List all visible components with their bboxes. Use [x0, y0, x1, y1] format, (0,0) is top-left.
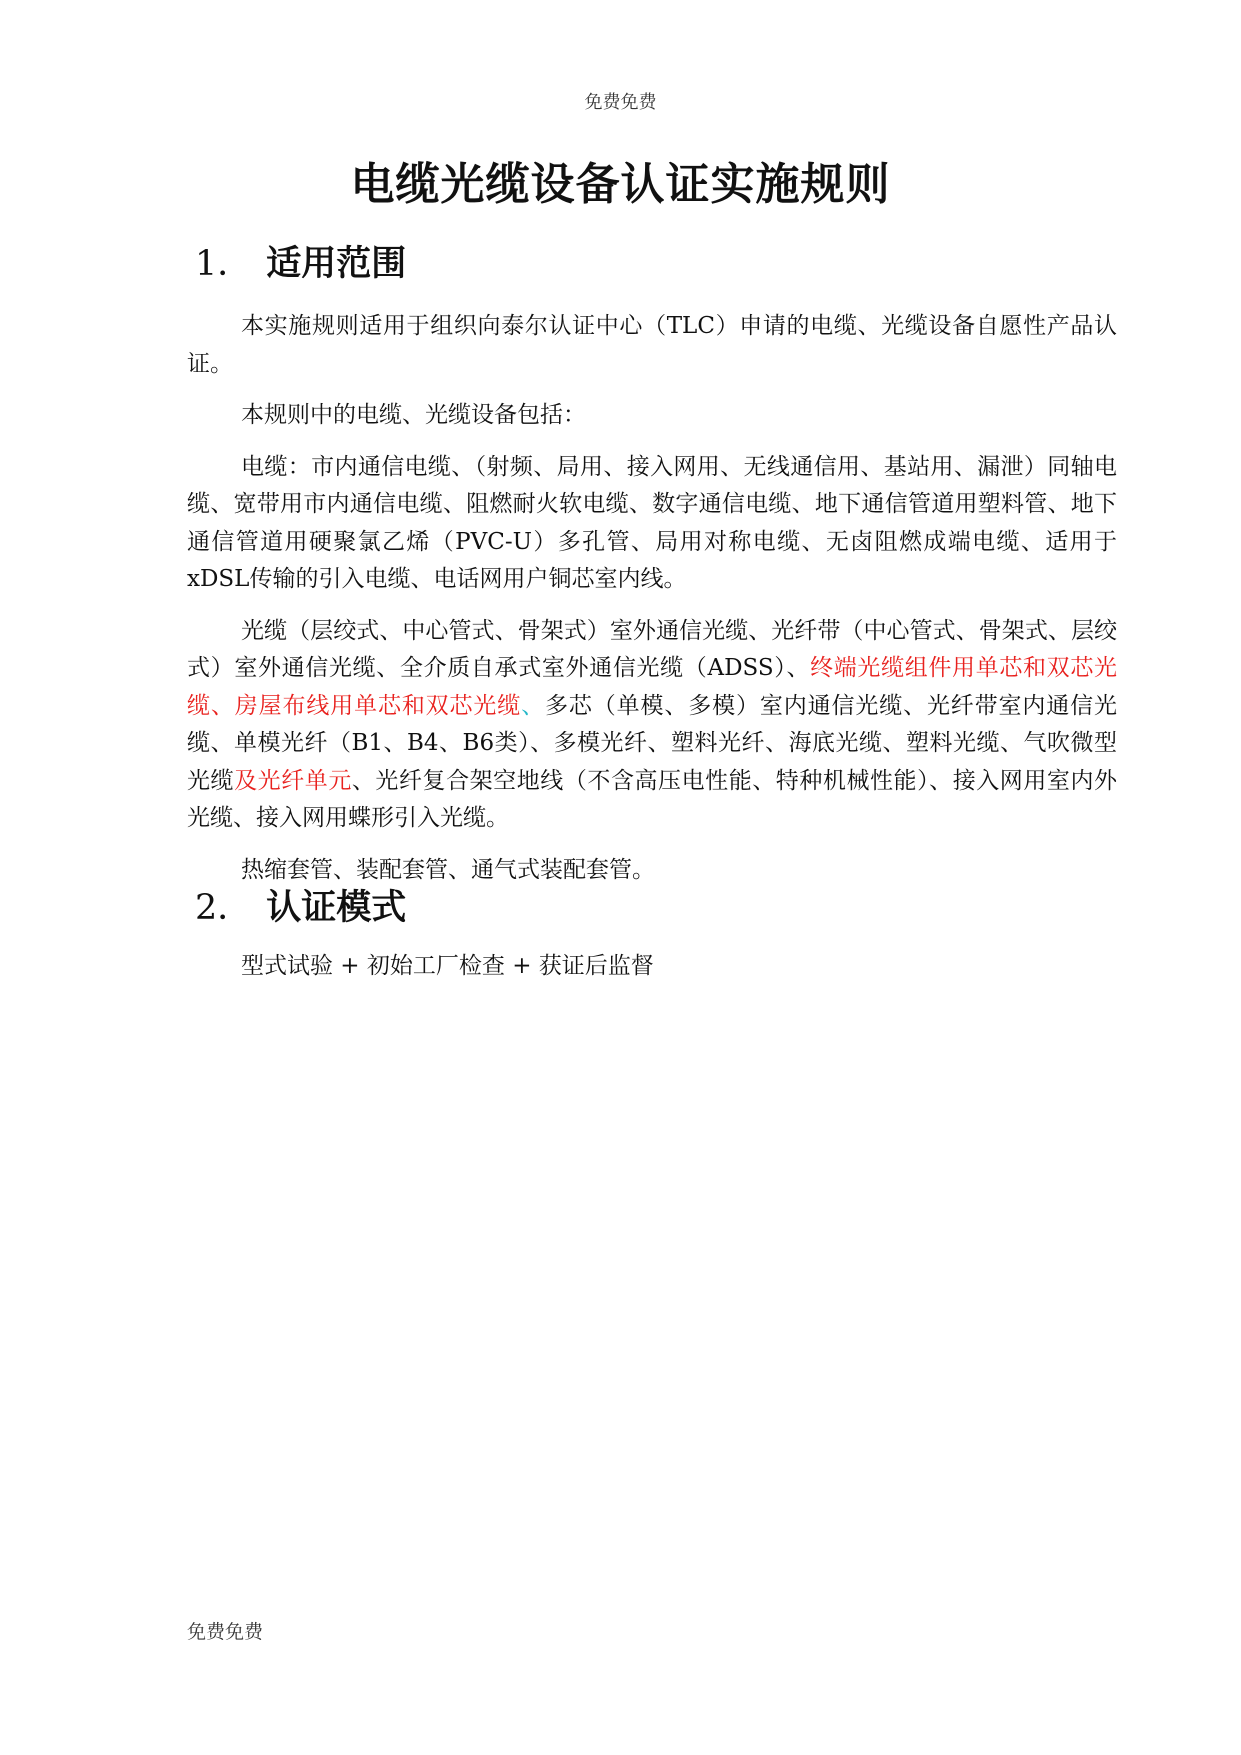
text-run: 、光纤复合架空地线（不含高压电性能、特种机械性能）、接入网用室内外光缆、接入网用蝶形引入光缆。	[187, 767, 1118, 831]
paragraph: 热缩套管、装配套管、通气式装配套管。	[241, 856, 655, 883]
page-header: 免费免费	[584, 92, 657, 113]
highlighted-separator: 、	[521, 692, 546, 719]
paragraph: 本规则中的电缆、光缆设备包括：	[241, 402, 586, 428]
paragraph-fiber-cables	[187, 613, 1117, 838]
section-heading-mode	[195, 880, 406, 930]
section-body-mode	[187, 948, 1117, 1000]
section-title: 认证模式	[266, 888, 407, 928]
document-title: 电缆光缆设备认证实施规则	[350, 159, 891, 210]
highlighted-text: 及光纤单元	[234, 767, 352, 794]
section-number: 2．	[195, 888, 253, 928]
paragraph: 本实施规则适用于组织向泰尔认证中心（TLC）申请的电缆、光缆设备自愿性产品认证。	[187, 313, 1117, 377]
highlighted-text: 终端光缆组件用单芯和双芯光缆、房屋布线用单芯和双芯光缆	[187, 655, 1117, 719]
section-number: 1．	[195, 244, 253, 284]
text-run: 多芯（单模、多模）室内通信光缆、光纤带室内通信光缆、单模光纤（B1、B4、B6类）、多模光纤、塑料光纤、海底光缆、塑料光缆、气吹微型光缆	[187, 692, 1118, 794]
text-run: 光缆（层绞式、中心管式、骨架式）室外通信光缆、光纤带（中心管式、骨架式、层绞式）室外通信光缆、全介质自承式室外通信光缆（ADSS）、	[187, 617, 1117, 681]
section-title: 适用范围	[266, 244, 407, 284]
page-footer: 免费免费	[187, 1621, 264, 1643]
section-body-scope	[187, 308, 1117, 903]
section-heading-scope	[195, 236, 406, 286]
paragraph: 型式试验 + 初始工厂检查 + 获证后监督	[241, 953, 654, 979]
paragraph: 电缆：市内通信电缆、（射频、局用、接入网用、无线通信用、基站用、漏泄）同轴电缆、宽带用市内通信电缆、阻燃耐火软电缆、数字通信电缆、地下通信管道用塑料管、地下通信管道用硬聚氯乙烯（PVC-U）多孔管、局用对称电缆、无卤阻燃成端电缆、适用于xDSL传输的引入电缆、电话网用户铜芯室内线。	[187, 453, 1117, 592]
